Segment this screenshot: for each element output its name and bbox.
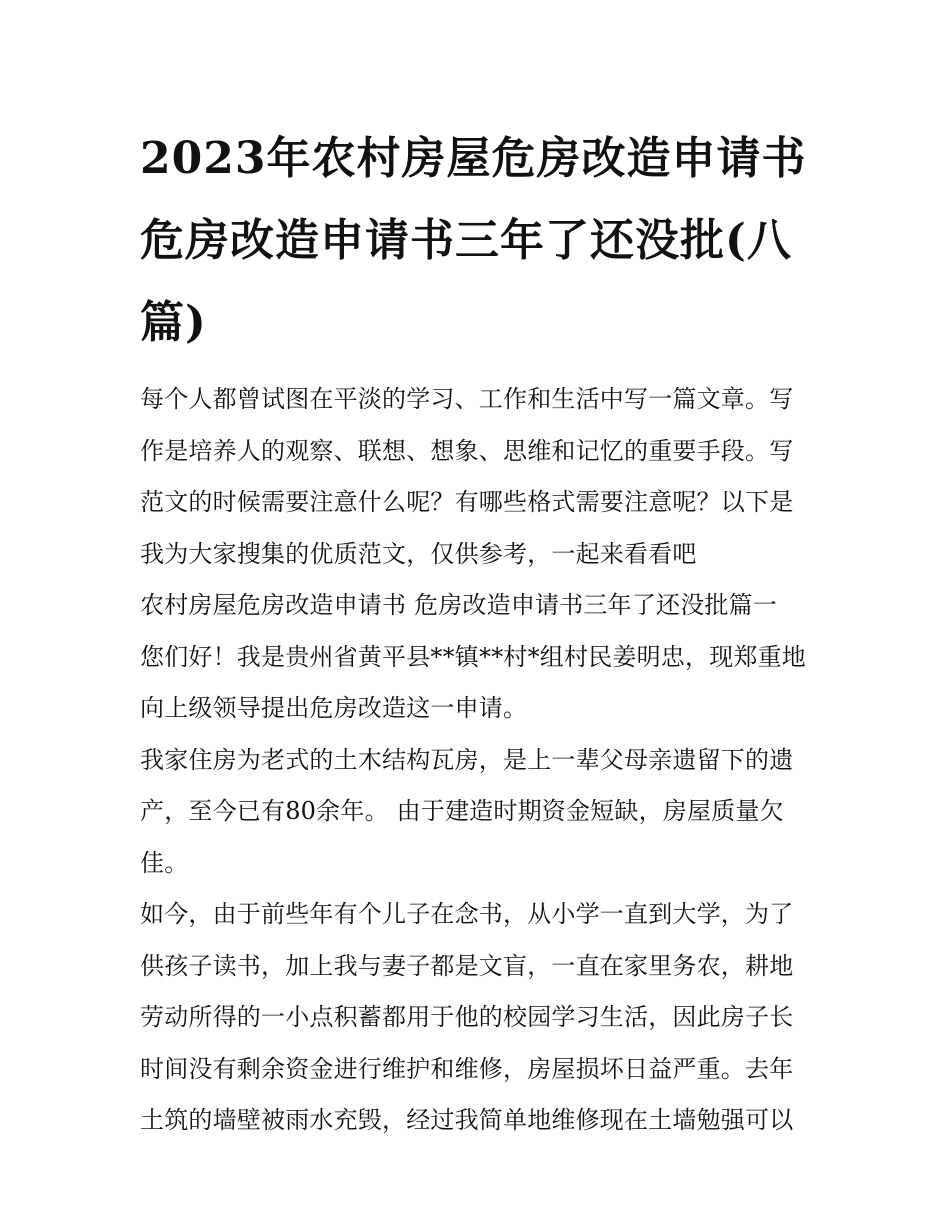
document-title: 2023年农村房屋危房改造申请书 危房改造申请书三年了还没批(八篇): [140, 133, 807, 348]
paragraph-current-situation: 如今，由于前些年有个儿子在念书，从小学一直到大学，为了供孩子读书，加上我与妻子都是文盲，一直在家里务农，耕地劳动所得的一小点积蓄都用于他的校园学习生活，因此房子长时间没有剩余资金进行维护和维修，房屋损坏日益严重。去年土筑的墙壁被雨水充毁，经过我简单地维修现在土墙勉强可以: [140, 900, 794, 1134]
paragraph-house-description: 我家住房为老式的土木结构瓦房，是上一辈父母亲遗留下的遗产，至今已有80余年。 由于建造时期资金短缺，房屋质量欠佳。: [140, 745, 794, 877]
paragraph-section-heading: 农村房屋危房改造申请书 危房改造申请书三年了还没批篇一: [140, 591, 778, 619]
paragraph-greeting: 您们好！我是贵州省黄平县**镇**村*组村民姜明忠，现郑重地向上级领导提出危房改造这一申请。: [140, 642, 806, 722]
document-page: [140, 118, 812, 1147]
paragraph-intro: 每个人都曾试图在平淡的学习、工作和生活中写一篇文章。写作是培养人的观察、联想、想象、思维和记忆的重要手段。写范文的时候需要注意什么呢？有哪些格式需要注意呢？以下是我为大家搜集的优质范文，仅供参考，一起来看看吧: [140, 385, 794, 568]
